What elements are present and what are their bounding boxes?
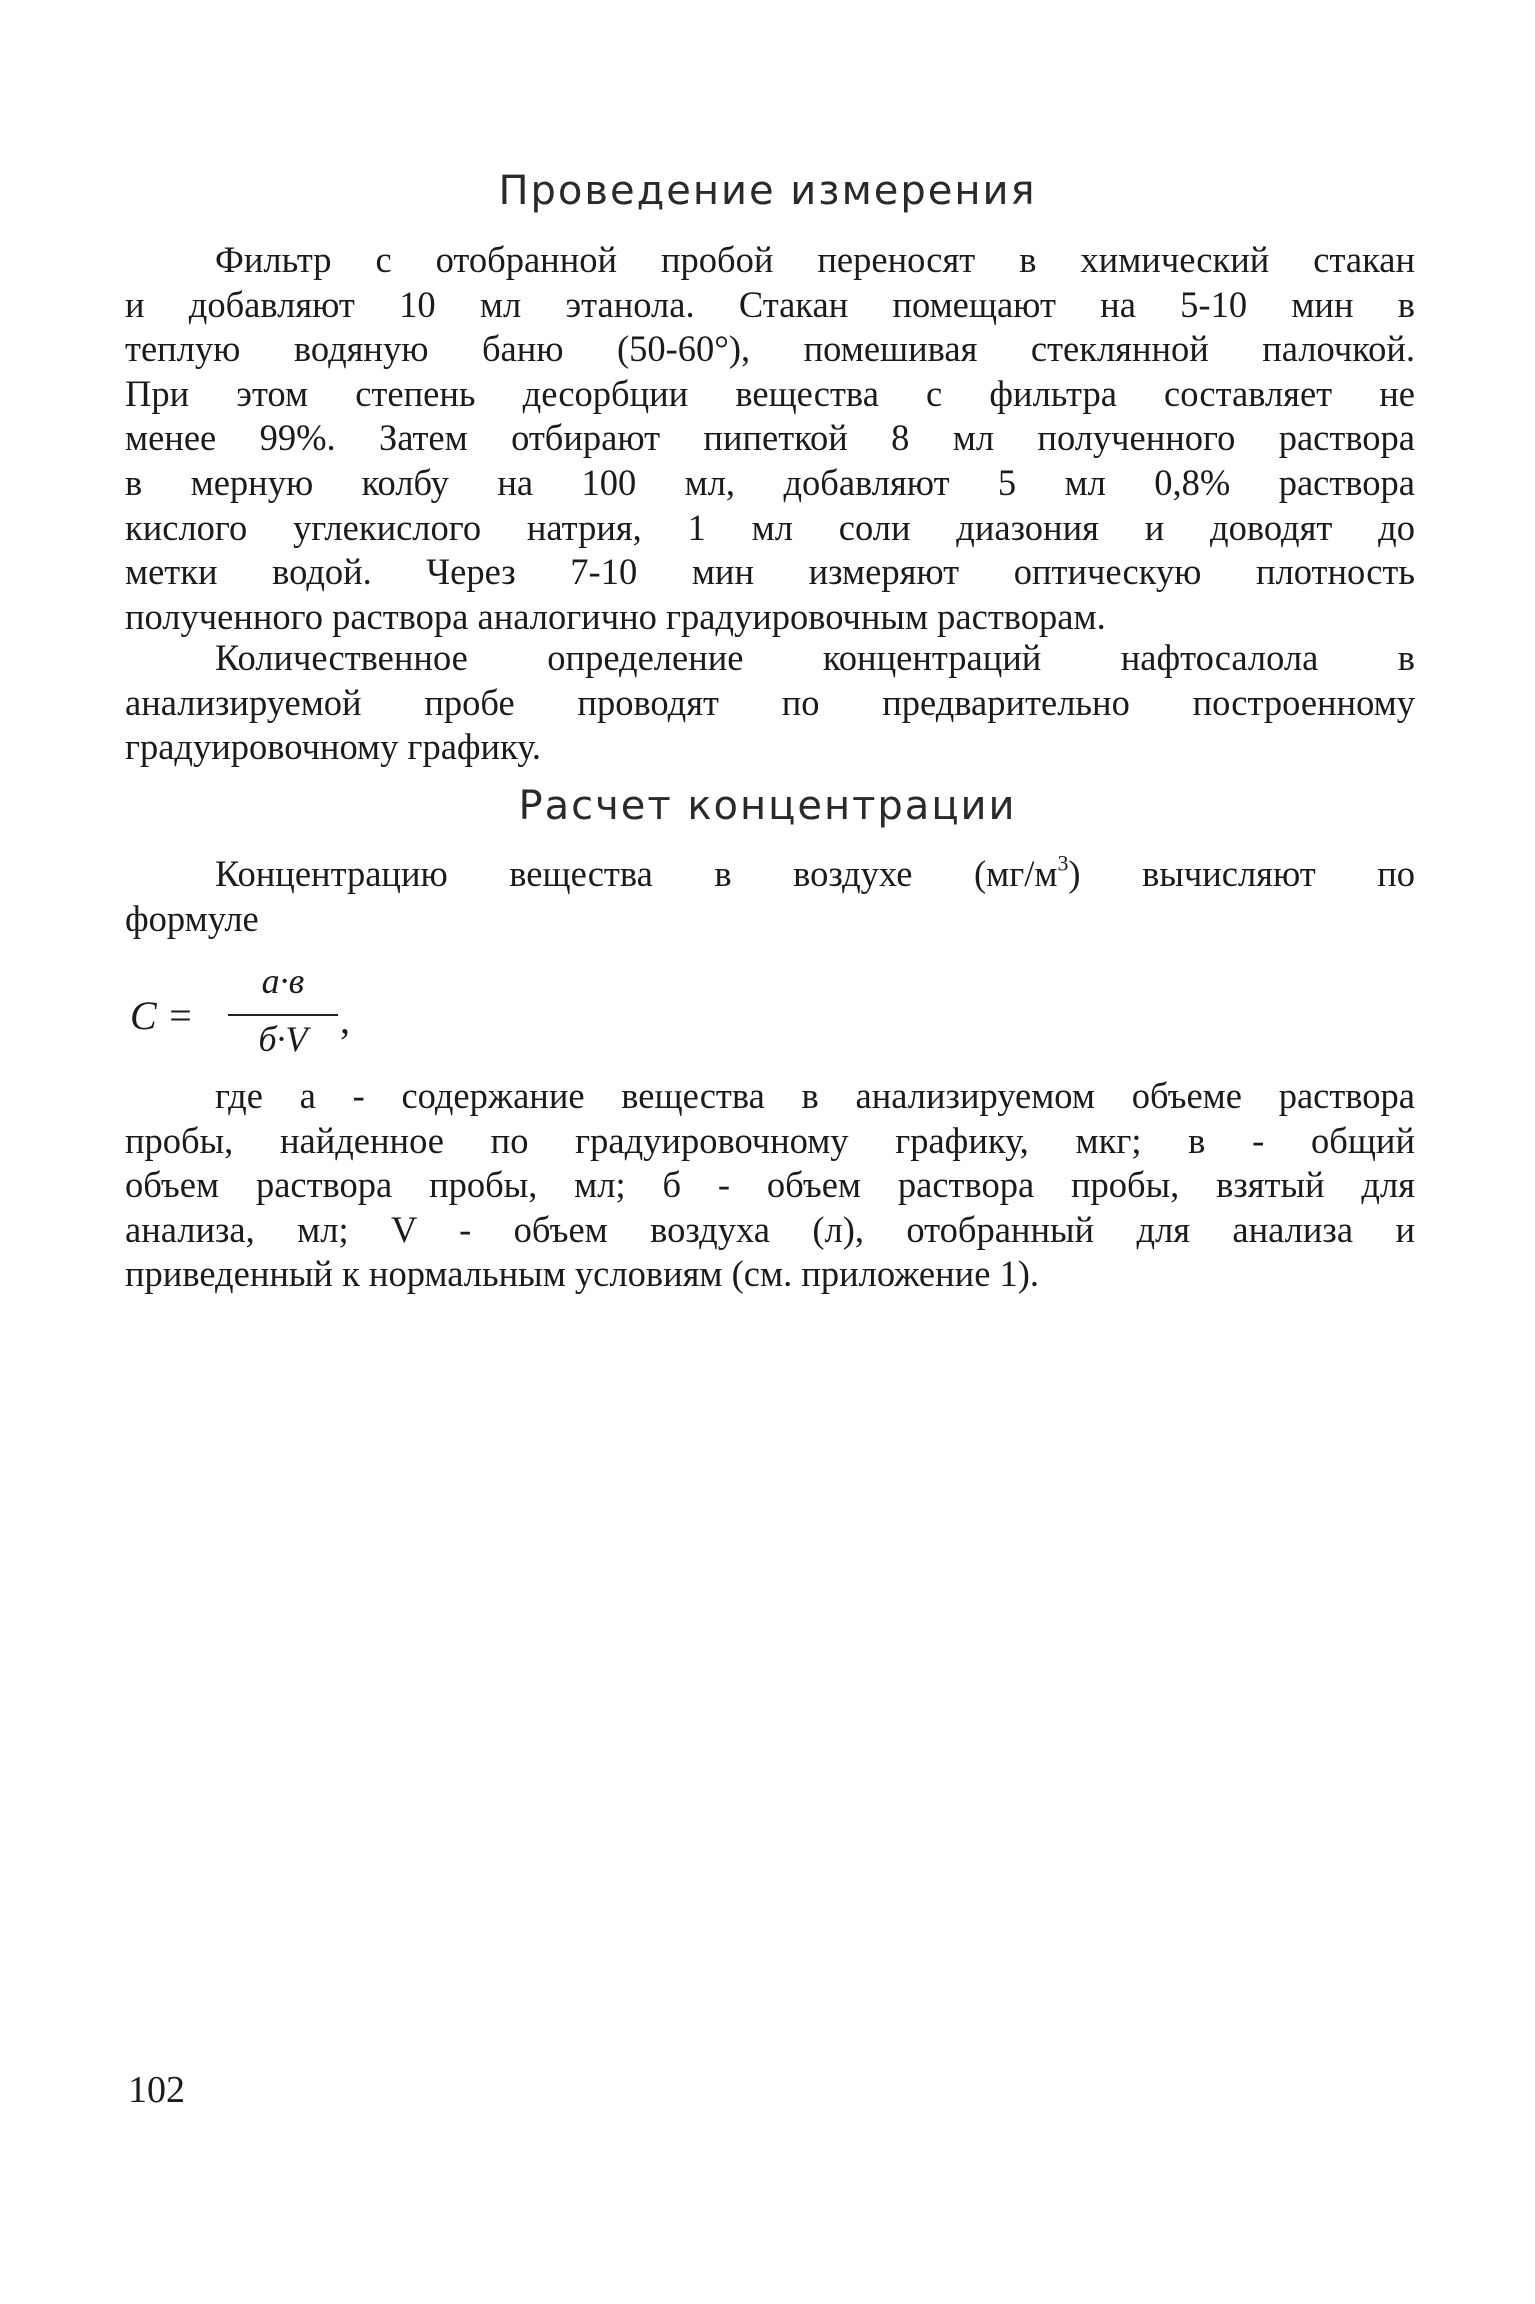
text-line: формуле	[125, 897, 259, 939]
paragraph-definitions	[125, 1074, 1415, 1297]
text-line: где а - содержание вещества в анализируемом объеме раствора	[215, 1075, 1415, 1116]
text-line: метки водой. Через 7-10 мин измеряют оптическую плотность	[125, 551, 1415, 593]
section-heading-calculation: Расчет концентрации	[518, 783, 1017, 829]
text-line: в мерную колбу на 100 мл, добавляют 5 мл 0,8% раствора	[125, 461, 1415, 503]
text-line: теплую водяную баню (50-60°), помешивая стеклянной палочкой.	[125, 328, 1415, 370]
page-number: 102	[128, 2069, 185, 2111]
text-line: анализа, мл; V - объем воздуха (л), отобранный для анализа и	[125, 1208, 1415, 1250]
text-line: При этом степень десорбции вещества с фильтра составляет не	[125, 372, 1415, 414]
text-line	[125, 852, 1415, 897]
text-line: анализируемой пробе проводят по предварительно построенному	[125, 681, 1415, 723]
text-line: и добавляют 10 мл этанола. Стакан помещают на 5-10 мин в	[125, 283, 1415, 325]
text-line: полученного раствора аналогично градуировочным растворам.	[125, 595, 1106, 637]
text-line: градуировочному графику.	[125, 726, 542, 768]
text-line: Количественное определение концентраций нафтосалола в	[215, 637, 1415, 678]
text-line: менее 99%. Затем отбирают пипеткой 8 мл полученного раствора	[125, 417, 1415, 459]
intro-text: Концентрацию вещества в воздухе (мг/м	[215, 853, 1058, 894]
paragraph-procedure	[125, 238, 1415, 639]
formula-denominator: б·V	[258, 1019, 308, 1059]
text-line: кислого углекислого натрия, 1 мл соли диазония и доводят до	[125, 506, 1415, 548]
concentration-formula	[130, 962, 430, 1072]
superscript: 3	[1057, 850, 1069, 876]
formula-lhs: C =	[130, 993, 194, 1038]
text-line: пробы, найденное по градуировочному графику, мкг; в - общий	[125, 1119, 1415, 1161]
text-line: Фильтр с отобранной пробой переносят в химический стакан	[215, 239, 1415, 280]
text-line: приведенный к нормальным условиям (см. приложение 1).	[125, 1253, 1040, 1295]
formula-numerator: а·в	[261, 961, 305, 1001]
text-line: объем раствора пробы, мл; б - объем раствора пробы, взятый для	[125, 1164, 1415, 1206]
section-heading-measurement: Проведение измерения	[498, 168, 1037, 214]
fraction-bar	[228, 1014, 338, 1016]
intro-text-end: ) вычисляют по	[1068, 853, 1416, 894]
paragraph-formula-intro	[125, 852, 1415, 941]
paragraph-quantitative	[125, 636, 1415, 770]
formula-comma: ,	[340, 997, 350, 1042]
